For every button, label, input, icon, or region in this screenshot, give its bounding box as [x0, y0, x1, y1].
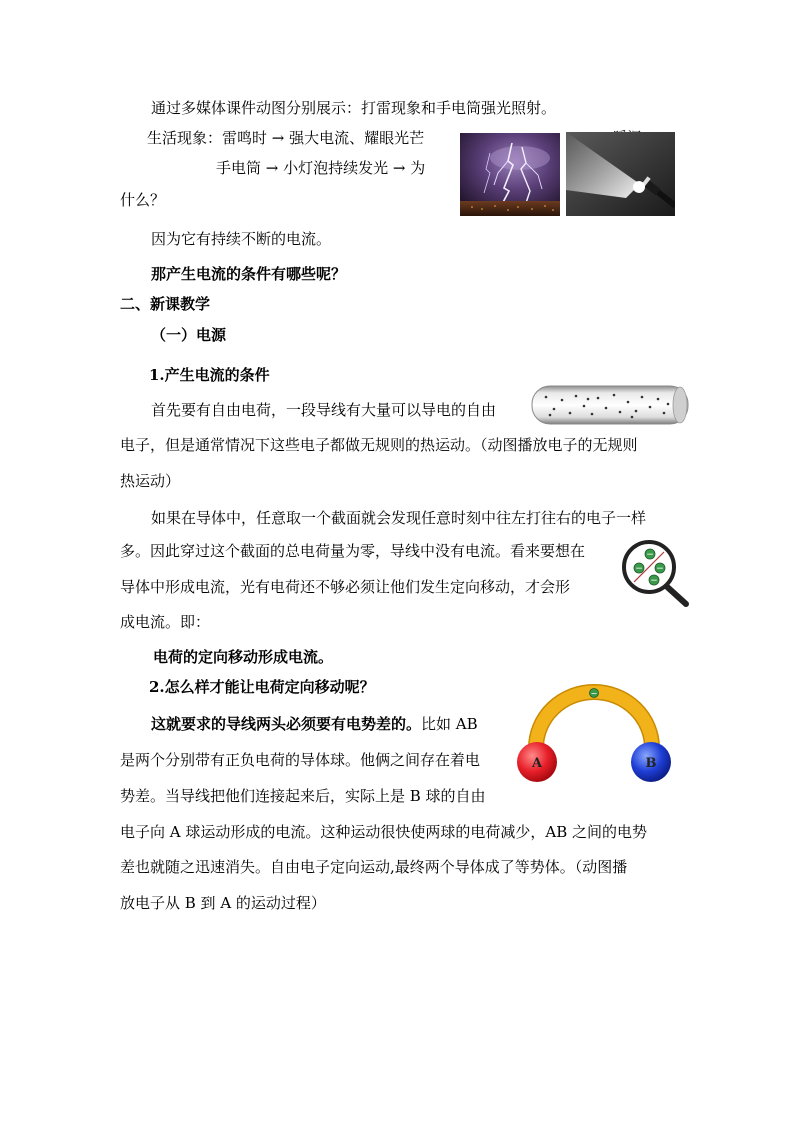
intro-line-4: 什么？ [120, 191, 166, 209]
electron-symbol: − [650, 576, 658, 586]
point1-p2-line4: 成电流。即： [120, 613, 211, 631]
point1-heading: 1.产生电流的条件 [149, 366, 270, 384]
ball-b-label: B [645, 756, 657, 771]
point2-p1-line4: 电子向 A 球运动形成的电流。这种运动很快使两球的电荷减少，AB 之间的电势 [120, 823, 647, 841]
electron-symbol: − [656, 564, 664, 574]
point2-rest-text: 比如 AB [421, 715, 478, 733]
electron-symbol: − [590, 689, 598, 698]
intro-line-1: 通过多媒体课件动图分别展示：打雷现象和手电筒强光照射。 [151, 99, 557, 117]
point2-p1-line2: 是两个分别带有正负电荷的导体球。他俩之间存在着电 [120, 751, 481, 769]
magnifier-image [620, 538, 690, 608]
point1-p1-line2: 电子，但是通常情况下这些电子都做无规则的热运动。（动图播放电子的无规则 [120, 436, 638, 454]
intro-line-3: 手电筒 → 小灯泡持续发光 → 为 [216, 159, 426, 177]
point2-p1-line3: 势差。当导线把他们连接起来后，实际上是 B 球的自由 [120, 787, 486, 805]
electron-symbol: − [635, 564, 643, 574]
ball-a-label: A [531, 756, 543, 771]
point1-p1-line1: 首先要有自由电荷，一段导线有大量可以导电的自由 [151, 401, 497, 419]
electron-symbol: − [646, 550, 654, 560]
lightning-image [460, 133, 560, 216]
point2-p1-line6: 放电子从 B 到 A 的运动过程） [120, 894, 326, 912]
section-heading: 二、新课教学 [120, 295, 211, 313]
point1-p2-line1: 如果在导体中，任意取一个截面就会发现任意时刻中往左打往右的电子一样 [151, 509, 647, 527]
point1-p2-line3: 导体中形成电流，光有电荷还不够必须让他们发生定向移动，才会形 [120, 578, 571, 596]
subsection-heading: （一）电源 [151, 326, 227, 344]
point1-conclusion: 电荷的定向移动形成电流。 [153, 648, 334, 666]
point2-p1-line5: 差也就随之迅速消失。自由电子定向运动,最终两个导体成了等势体。（动图播 [120, 858, 628, 876]
point1-p2-line2: 多。因此穿过这个截面的总电荷量为零，导线中没有电流。看来要想在 [120, 542, 586, 560]
point2-bold-text: 这就要求的导线两头必须要有电势差的。 [151, 715, 422, 733]
wire-electrons-image [530, 384, 690, 426]
point2-heading: 2.怎么样才能让电荷定向移动呢？ [149, 678, 375, 696]
point1-p1-line3: 热运动） [120, 472, 181, 490]
intro-line-5: 因为它有持续不断的电流。 [151, 230, 332, 248]
question-heading: 那产生电流的条件有哪些呢？ [151, 265, 347, 283]
point2-p1-line1 [151, 714, 478, 734]
conductor-balls-diagram [514, 684, 674, 786]
flashlight-image [566, 132, 675, 216]
intro-line-2: 生活现象：雷鸣时 → 强大电流、耀眼光芒 [147, 129, 425, 147]
